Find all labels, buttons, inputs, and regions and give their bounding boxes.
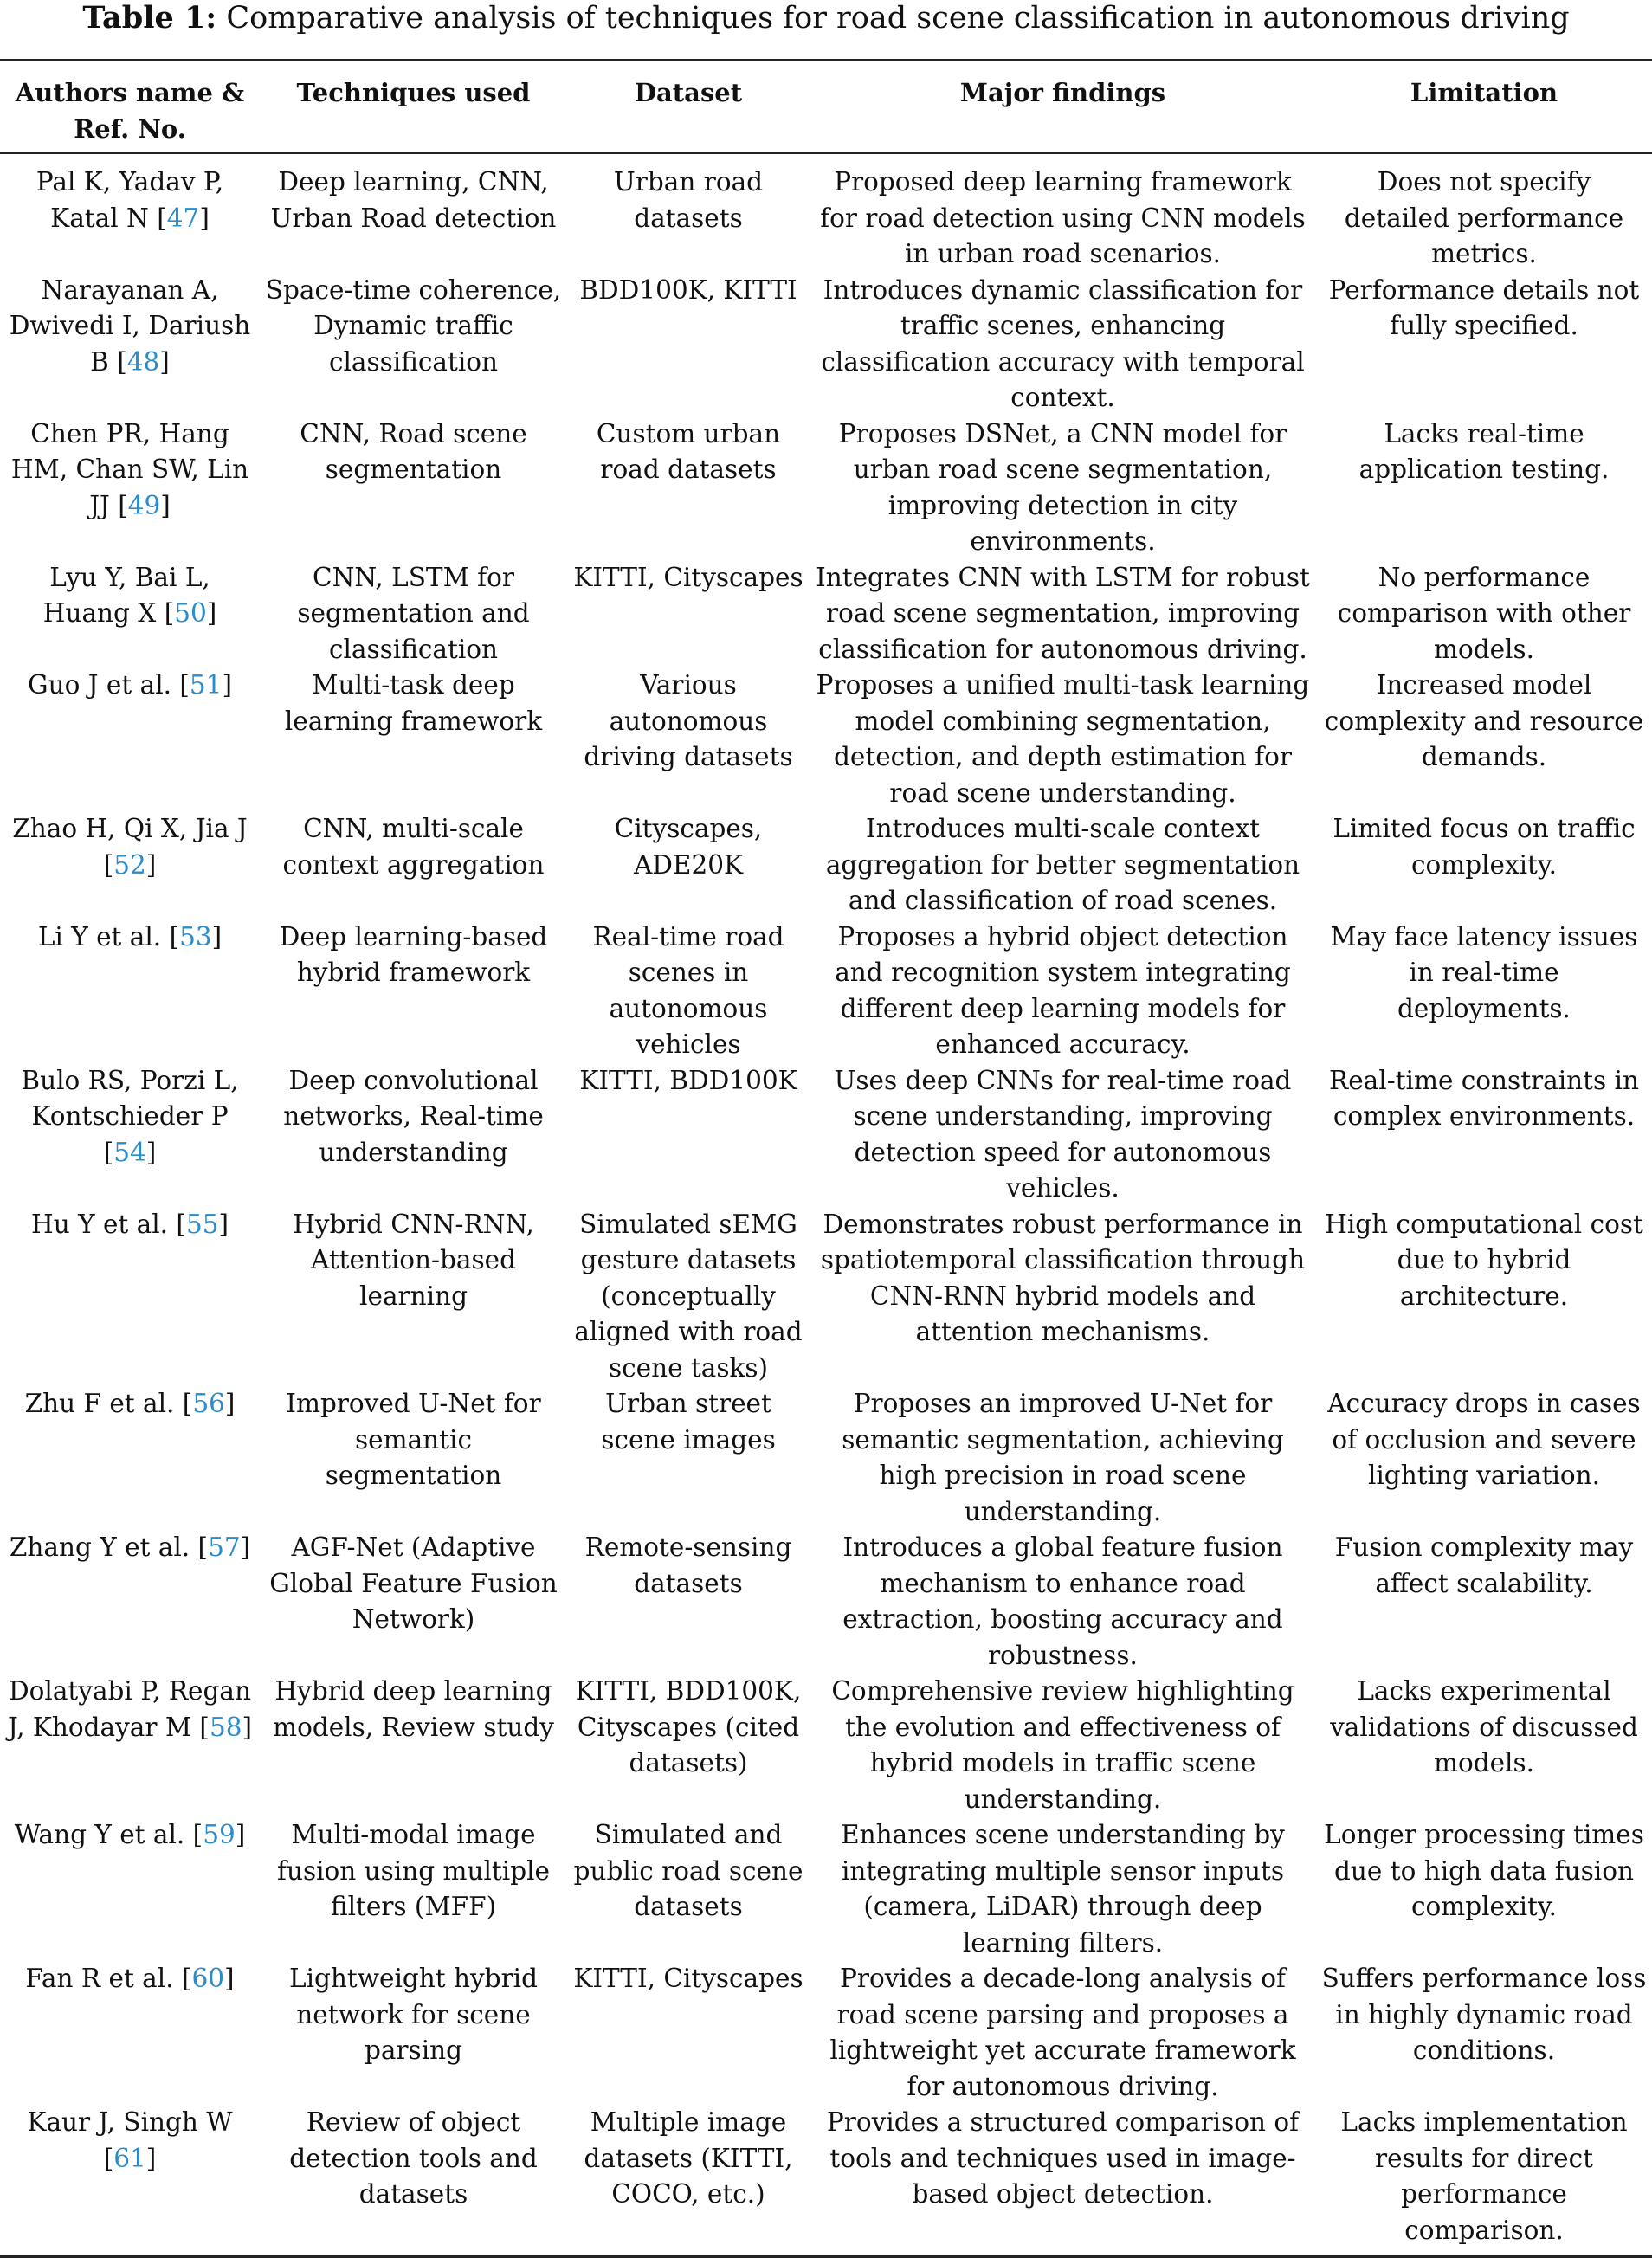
cell-dataset: Multiple image datasets (KITTI, COCO, etc.)	[584, 2107, 793, 2209]
table-row	[0, 1961, 1652, 2105]
author-names: Chen PR, Hang HM, Chan SW, Lin JJ	[10, 418, 249, 520]
table-row	[0, 1530, 1652, 1674]
cell-techniques: Space-time coherence, Dynamic traffic classification	[265, 274, 562, 377]
author-names: Zhao H, Qi X, Jia J	[12, 814, 248, 843]
cell-authors: Bulo RS, Porzi L, Kontschieder P [54]	[21, 1065, 239, 1167]
reference-link[interactable]: 50	[174, 598, 207, 628]
reference-link[interactable]: 53	[179, 921, 212, 952]
cell-limitation: Performance details not fully specified.	[1328, 274, 1640, 340]
cell-dataset: Simulated and public road scene datasets	[573, 1820, 803, 1921]
table-row	[0, 668, 1652, 811]
table-row	[0, 811, 1652, 919]
table-row	[0, 560, 1652, 668]
cell-authors: Zhao H, Qi X, Jia J [52]	[12, 814, 248, 880]
header-techniques: Techniques used	[296, 78, 531, 107]
author-names: Pal K, Yadav P, Katal N	[35, 167, 224, 233]
reference-link[interactable]: 48	[126, 346, 160, 377]
author-names: Bulo RS, Porzi L, Kontschieder P	[21, 1065, 239, 1131]
cell-findings: Introduces a global feature fusion mechanism to enhance road extraction, boosting accuracy and robustness.	[842, 1532, 1283, 1670]
cell-findings: Proposed deep learning framework for road detection using CNN models in urban road scenarios.	[820, 167, 1306, 268]
cell-dataset: Simulated sEMG gesture datasets (conceptually aligned with road scene tasks)	[574, 1209, 803, 1383]
table-body	[0, 153, 1652, 2257]
cell-limitation: Fusion complexity may affect scalability.	[1334, 1532, 1634, 1598]
cell-authors: Lyu Y, Bai L, Huang X [50]	[42, 562, 217, 628]
cell-techniques: Deep learning, CNN, Urban Road detection	[270, 167, 557, 233]
reference-link[interactable]: 56	[192, 1389, 225, 1418]
reference-link[interactable]: 55	[185, 1209, 219, 1239]
cell-techniques: Hybrid deep learning models, Review study	[273, 1676, 554, 1742]
cell-techniques: Review of object detection tools and datasets	[289, 2107, 538, 2209]
cell-limitation: May face latency issues in real-time deployments.	[1330, 921, 1638, 1023]
cell-limitation: Accuracy drops in cases of occlusion and severe lighting variation.	[1327, 1389, 1641, 1490]
table-row	[0, 2105, 1652, 2257]
author-names: Lyu Y, Bai L, Huang X	[42, 562, 210, 628]
cell-findings: Introduces dynamic classification for traffic scenes, enhancing classification accuracy with temporal context.	[821, 274, 1305, 412]
cell-findings: Comprehensive review highlighting the evolution and effectiveness of hybrid models in traffic scene understanding.	[831, 1676, 1294, 1814]
cell-techniques: CNN, multi-scale context aggregation	[282, 814, 545, 880]
cell-authors: Pal K, Yadav P, Katal N [47]	[35, 167, 224, 233]
author-names: Zhang Y et al.	[9, 1532, 190, 1562]
cell-findings: Enhances scene understanding by integrating multiple sensor inputs (camera, LiDAR) through deep learning filters.	[841, 1820, 1285, 1958]
header-dataset: Dataset	[634, 78, 743, 107]
cell-findings: Proposes an improved U-Net for semantic segmentation, achieving high precision in road scene understanding.	[842, 1389, 1284, 1526]
table-row	[0, 1207, 1652, 1387]
table-header	[0, 61, 1652, 154]
cell-techniques: AGF-Net (Adaptive Global Feature Fusion Network)	[269, 1532, 558, 1634]
table-row	[0, 1063, 1652, 1207]
cell-authors: Wang Y et al. [59]	[14, 1820, 246, 1849]
cell-limitation: Lacks real-time application testing.	[1358, 418, 1610, 484]
author-names: Kaur J, Singh W	[27, 2107, 233, 2137]
reference-link[interactable]: 47	[166, 203, 200, 233]
header-limitation: Limitation	[1410, 78, 1558, 107]
cell-authors: Narayanan A, Dwivedi I, Dariush B [48]	[9, 274, 251, 377]
cell-techniques: Improved U-Net for semantic segmentation	[286, 1389, 541, 1490]
author-names: Li Y et al.	[37, 921, 162, 952]
table-row	[0, 153, 1652, 273]
caption-label: Table 1:	[82, 0, 217, 35]
cell-findings: Proposes DSNet, a CNN model for urban road scene segmentation, improving detection in city environments.	[838, 418, 1287, 556]
author-names: Dolatyabi P, Regan J, Khodayar M	[7, 1676, 251, 1742]
reference-link[interactable]: 51	[189, 670, 223, 700]
table-row	[0, 1817, 1652, 1961]
cell-limitation: Suffers performance loss in highly dynamic road conditions.	[1321, 1964, 1647, 2065]
cell-findings: Uses deep CNNs for real-time road scene understanding, improving detection speed for autonomous vehicles.	[834, 1065, 1292, 1203]
author-names: Narayanan A, Dwivedi I, Dariush B	[9, 274, 251, 377]
cell-authors: Guo J et al. [51]	[28, 670, 232, 700]
cell-limitation: Longer processing times due to high data fusion complexity.	[1324, 1820, 1644, 1921]
header-row	[0, 61, 1652, 154]
cell-limitation: Does not specify detailed performance metrics.	[1344, 167, 1624, 268]
table-row	[0, 273, 1652, 416]
cell-limitation: Real-time constraints in complex environments.	[1329, 1065, 1639, 1131]
table-row	[0, 919, 1652, 1063]
cell-techniques: CNN, LSTM for segmentation and classification	[297, 562, 530, 664]
cell-limitation: High computational cost due to hybrid architecture.	[1325, 1209, 1643, 1311]
cell-dataset: Urban road datasets	[613, 167, 764, 233]
cell-authors: Zhu F et al. [56]	[24, 1389, 236, 1418]
cell-limitation: Lacks experimental validations of discussed models.	[1330, 1676, 1638, 1777]
author-names: Fan R et al.	[25, 1964, 174, 1993]
cell-findings: Provides a decade-long analysis of road scene parsing and proposes a lightweight yet accurate framework for autonomous driving.	[829, 1964, 1296, 2101]
cell-findings: Proposes a hybrid object detection and recognition system integrating different deep learning models for enhanced accuracy.	[835, 921, 1291, 1059]
author-names: Guo J et al.	[28, 670, 172, 700]
author-names: Hu Y et al.	[31, 1209, 169, 1239]
cell-limitation: Limited focus on traffic complexity.	[1333, 814, 1636, 880]
cell-dataset: KITTI, BDD100K, Cityscapes (cited datasets)	[575, 1676, 802, 1777]
header-authors: Authors name & Ref. No.	[15, 78, 245, 144]
reference-link[interactable]: 49	[127, 490, 161, 520]
table-row	[0, 1674, 1652, 1817]
cell-authors: Fan R et al. [60]	[25, 1964, 235, 1993]
comparison-table	[0, 59, 1652, 2258]
author-names: Zhu F et al.	[24, 1389, 175, 1418]
cell-authors: Li Y et al. [53]	[37, 921, 223, 952]
cell-findings: Provides a structured comparison of tools and techniques used in image-based object detection.	[826, 2107, 1300, 2209]
cell-dataset: KITTI, Cityscapes	[573, 1964, 803, 1993]
caption-text: Comparative analysis of techniques for road scene classification in autonomous driving	[226, 1, 1570, 35]
cell-authors: Zhang Y et al. [57]	[9, 1532, 251, 1562]
cell-findings: Demonstrates robust performance in spatiotemporal classification through CNN-RNN hybrid models and attention mechanisms.	[820, 1209, 1306, 1346]
cell-dataset: KITTI, Cityscapes	[573, 562, 803, 592]
cell-techniques: Multi-task deep learning framework	[284, 670, 543, 736]
cell-techniques: Deep learning-based hybrid framework	[279, 921, 548, 987]
cell-techniques: CNN, Road scene segmentation	[300, 418, 527, 484]
cell-dataset: BDD100K, KITTI	[579, 274, 797, 305]
cell-authors: Kaur J, Singh W [61]	[27, 2107, 233, 2173]
cell-techniques: Deep convolutional networks, Real-time understanding	[283, 1065, 544, 1167]
cell-dataset: Remote-sensing datasets	[584, 1532, 792, 1598]
cell-authors: Chen PR, Hang HM, Chan SW, Lin JJ [49]	[10, 418, 249, 520]
cell-limitation: Increased model complexity and resource demands.	[1324, 670, 1644, 771]
cell-authors: Dolatyabi P, Regan J, Khodayar M [58]	[7, 1676, 252, 1742]
cell-limitation: Lacks implementation results for direct performance comparison.	[1340, 2107, 1628, 2245]
header-findings: Major findings	[959, 78, 1166, 107]
reference-link[interactable]: 54	[113, 1137, 146, 1167]
cell-dataset: Various autonomous driving datasets	[584, 670, 793, 771]
table-caption	[0, 0, 1652, 36]
cell-authors: Hu Y et al. [55]	[31, 1209, 229, 1239]
cell-dataset: KITTI, BDD100K	[579, 1065, 797, 1095]
reference-link[interactable]: 57	[208, 1532, 241, 1562]
cell-findings: Proposes a unified multi-task learning model combining segmentation, detection, and depth estimation for road scene understanding.	[816, 670, 1310, 808]
cell-dataset: Urban street scene images	[601, 1389, 776, 1455]
cell-techniques: Multi-modal image fusion using multiple filters (MFF)	[277, 1820, 550, 1921]
cell-techniques: Hybrid CNN-RNN, Attention-based learning	[293, 1209, 534, 1311]
table-row	[0, 416, 1652, 560]
cell-dataset: Custom urban road datasets	[596, 418, 781, 484]
table-row	[0, 1386, 1652, 1530]
cell-dataset: Cityscapes, ADE20K	[614, 814, 763, 880]
author-names: Wang Y et al.	[14, 1820, 185, 1849]
cell-findings: Introduces multi-scale context aggregation for better segmentation and classification of road scenes.	[825, 814, 1300, 915]
reference-link[interactable]: 59	[203, 1820, 236, 1849]
cell-findings: Integrates CNN with LSTM for robust road scene segmentation, improving classification for autonomous driving.	[816, 562, 1310, 664]
reference-link[interactable]: 58	[209, 1712, 242, 1742]
cell-techniques: Lightweight hybrid network for scene parsing	[289, 1964, 538, 2065]
reference-link[interactable]: 60	[191, 1964, 225, 1993]
reference-link[interactable]: 61	[113, 2143, 146, 2173]
cell-dataset: Real-time road scenes in autonomous vehicles	[592, 921, 784, 1059]
cell-limitation: No performance comparison with other models.	[1337, 562, 1631, 664]
reference-link[interactable]: 52	[113, 849, 146, 880]
